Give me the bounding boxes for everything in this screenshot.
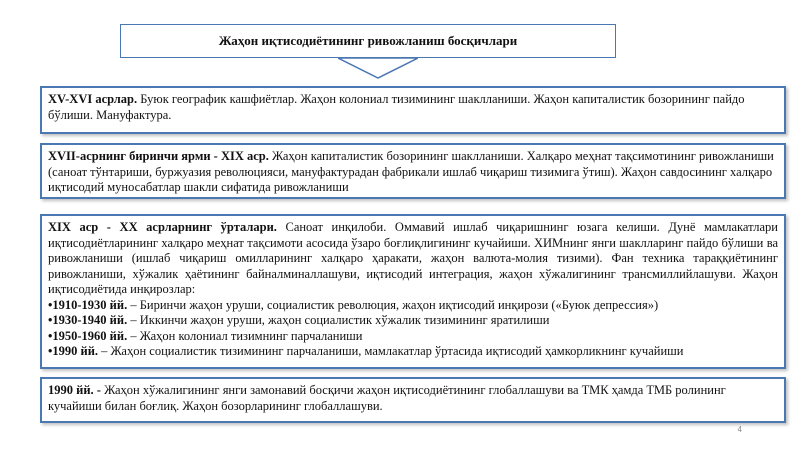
period-description: Жаҳон хўжалигининг янги замонавий босқичи жаҳон иқтисодиётининг глобаллашуви ва ТМК ҳамда ТМБ ролининг кучайиши билан боғлиқ. Жаҳон бозорларининг глобаллашуви. xyxy=(48,383,726,413)
period-block-19-20-century xyxy=(40,214,786,369)
crisis-list-item xyxy=(48,298,778,314)
bullet-icon: • xyxy=(48,297,53,312)
crisis-period: 1910-1930 йй. xyxy=(52,297,128,312)
crisis-period: 1950-1960 йй. xyxy=(52,328,128,343)
crisis-list-item xyxy=(48,313,778,329)
page-title: Жаҳон иқтисодиётининг ривожланиш босқичлари xyxy=(120,24,616,58)
crisis-description: – Иккинчи жаҳон уруши, жаҳон социалистик хўжалик тизимининг яратилиши xyxy=(127,313,550,327)
bullet-icon: • xyxy=(48,344,53,358)
crisis-description: – Биринчи жаҳон уруши, социалистик революция, жаҳон иқтисодий инқирози («Буюк депрессия») xyxy=(127,297,659,312)
bullet-icon: • xyxy=(48,328,53,343)
period-description: Саноат инқилоби. Оммавий ишлаб чиқаришнинг юзага келиши. Дунё мамлакатлари иқтисодиётларининг халқаро меҳнат тақсимоти асосида ўзаро боғлиқлигининг кучайиши. ХИМнинг янги шаклларинг пайдо бўлиши ва ривожланиши (ишлаб чиқариш омилларининг халқаро ҳаракати, жаҳон валюта-молия тизими). Фан техника тараққиётининг ривожланиши, хўжалик ҳаётининг байналминаллашуви, иқтисодий интеграция, жаҳон хўжалигининг трансмиллийлашуви. Жаҳон иқтисодиётида инқирозлар: xyxy=(48,220,778,296)
crisis-period: 1930-1940 йй. xyxy=(52,313,128,327)
crisis-period: 1990 йй. xyxy=(52,344,99,358)
period-block-15-16-century xyxy=(40,86,786,134)
crisis-list-item xyxy=(48,329,778,345)
period-block-17-19-century xyxy=(40,143,786,199)
period-description: Буюк географик кашфиётлар. Жаҳон колониал тизимининг шаклланиши. Жаҳон капиталистик бозорининг пайдо бўлиши. Мануфактура. xyxy=(48,92,745,122)
period-description: Жаҳон капиталистик бозорининг шаклланиши. Халқаро меҳнат тақсимотининг ривожланиши (саноат тўнтариши, буржуазия революцияси, мануфактурадан фабрикали ишлаб чиқариш тизимига ўтиш). Жаҳон савдосининг халқаро иқтисодий муносабатлар шакли сифатида ривожланиши xyxy=(48,149,774,194)
page-number: 4 xyxy=(737,425,742,434)
period-heading: XVII-асрнинг биринчи ярми - XIX аср. xyxy=(48,149,269,163)
period-heading: XIX аср - XX асрларнинг ўрталари. xyxy=(48,220,277,234)
crisis-list-item xyxy=(48,344,778,360)
period-block-1990s xyxy=(40,377,786,423)
down-arrow-icon xyxy=(338,57,418,79)
bullet-icon: • xyxy=(48,313,53,327)
crisis-description: – Жаҳон социалистик тизимининг парчаланиши, мамлакатлар ўртасида иқтисодий ҳамкорликнинг кучайиши xyxy=(98,344,684,358)
crisis-description: – Жаҳон колониал тизимнинг парчаланиши xyxy=(127,328,363,343)
period-heading: 1990 йй. - xyxy=(48,383,101,397)
period-heading: XV-XVI асрлар. xyxy=(48,92,138,106)
